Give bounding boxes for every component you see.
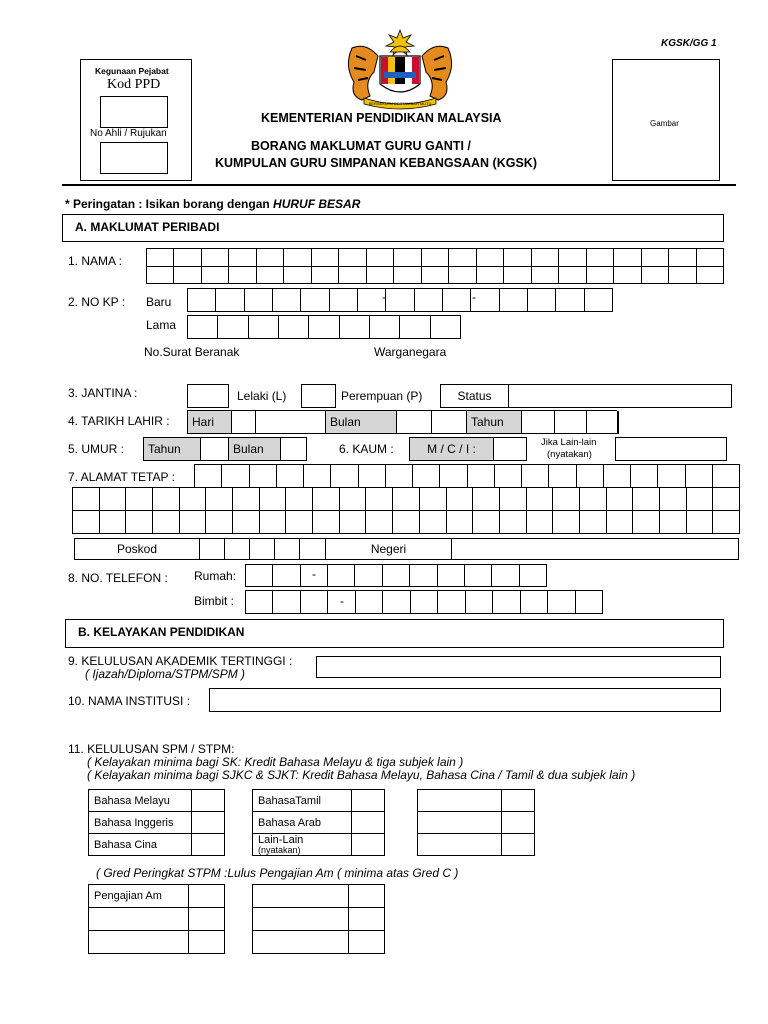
grade-cell[interactable]	[352, 790, 385, 812]
umur-tahun-label: Tahun	[144, 438, 201, 461]
institusi-label: 10. NAMA INSTITUSI :	[68, 694, 191, 708]
grade-cell[interactable]	[349, 931, 385, 954]
bimbit-field[interactable]	[245, 590, 603, 614]
subject-cell[interactable]	[253, 908, 349, 931]
pengajian-am-label: Pengajian Am	[89, 885, 189, 908]
tahun-label: Tahun	[467, 411, 522, 434]
grade-cell[interactable]	[349, 908, 385, 931]
section-b-header	[65, 619, 724, 648]
warning-text	[65, 197, 360, 211]
poskod-label: Poskod	[75, 539, 200, 560]
table-row	[89, 885, 225, 908]
photo-box[interactable]	[612, 59, 720, 181]
subject-cell[interactable]	[418, 834, 502, 856]
nama-label: 1. NAMA :	[68, 254, 123, 268]
perempuan-label: Perempuan (P)	[341, 389, 423, 403]
subject-table-2[interactable]	[252, 789, 385, 856]
grade-cell[interactable]	[502, 790, 535, 812]
nokp-dash-1: -	[382, 290, 386, 304]
grade-cell[interactable]	[502, 834, 535, 856]
table-row	[253, 885, 385, 908]
grade-cell[interactable]	[349, 885, 385, 908]
no-ahli-label: No Ahli / Rujukan	[90, 128, 167, 139]
mci-label: M / C / I :	[410, 438, 494, 461]
crest-logo	[340, 26, 460, 110]
alamat-label: 7. ALAMAT TETAP :	[68, 470, 175, 484]
nokp-baru-label: Baru	[146, 295, 172, 309]
section-b-title: B. KELAYAKAN PENDIDIKAN	[78, 625, 245, 639]
kelulusan-sub-label: ( Ijazah/Diploma/STPM/SPM )	[85, 667, 246, 681]
alamat-row-1[interactable]	[194, 464, 740, 488]
subject-name: Bahasa Arab	[253, 812, 352, 834]
rumah-dash: -	[312, 567, 316, 581]
office-use-box	[80, 59, 192, 181]
rumah-label: Rumah:	[194, 569, 237, 583]
kaum-label: 6. KAUM :	[339, 442, 394, 456]
subject-name: Bahasa Cina	[89, 834, 192, 856]
nama-field[interactable]	[146, 248, 724, 284]
tarikh-lahir-label: 4. TARIKH LAHIR :	[68, 414, 170, 428]
stpm-note: ( Gred Peringkat STPM :Lulus Pengajian Am ( minima atas Gred C )	[96, 866, 459, 880]
umur-field[interactable]	[143, 437, 307, 461]
grade-cell[interactable]	[352, 834, 385, 856]
hari-label: Hari	[188, 411, 232, 434]
no-ahli-field[interactable]	[100, 142, 168, 174]
subject-cell[interactable]	[89, 931, 189, 954]
section-a-header	[62, 214, 724, 242]
warning-prefix: * Peringatan : Isikan borang dengan	[65, 197, 274, 211]
grade-cell[interactable]	[189, 931, 225, 954]
subject-cell[interactable]	[253, 885, 349, 908]
bimbit-dash: -	[340, 594, 344, 608]
form-title-line1: BORANG MAKLUMAT GURU GANTI /	[251, 139, 471, 153]
stpm-table-1[interactable]	[88, 884, 225, 954]
negeri-label: Negeri	[326, 539, 452, 560]
grade-cell[interactable]	[192, 834, 225, 856]
subject-cell[interactable]	[89, 908, 189, 931]
perempuan-checkbox[interactable]	[301, 384, 336, 408]
form-title-line2: KUMPULAN GURU SIMPANAN KEBANGSAAN (KGSK)	[215, 156, 537, 170]
lelaki-checkbox[interactable]	[187, 384, 229, 408]
nokp-dash-2: -	[472, 290, 476, 304]
subject-name-lain	[253, 834, 352, 856]
subject-cell[interactable]	[253, 931, 349, 954]
table-row	[418, 812, 535, 834]
jantina-label: 3. JANTINA :	[68, 386, 138, 400]
table-row	[89, 908, 225, 931]
subject-cell[interactable]	[418, 790, 502, 812]
table-row	[253, 812, 385, 834]
nokp-label: 2. NO KP :	[68, 295, 126, 309]
lain-lain-label: Jika Lain-lain	[541, 437, 597, 448]
spm-label: 11. KELULUSAN SPM / STPM:	[68, 742, 235, 756]
surat-beranak-label: No.Surat Beranak	[144, 345, 240, 359]
grade-cell[interactable]	[352, 812, 385, 834]
section-a-title: A. MAKLUMAT PERIBADI	[75, 220, 220, 234]
tarikh-lahir-field[interactable]	[187, 410, 617, 434]
office-use-label: Kegunaan Pejabat	[95, 66, 169, 76]
subject-table-1[interactable]	[88, 789, 225, 856]
subject-cell[interactable]	[418, 812, 502, 834]
ministry-name: KEMENTERIAN PENDIDIKAN MALAYSIA	[261, 111, 502, 125]
bulan-label: Bulan	[326, 411, 397, 434]
kaum-lain-field[interactable]	[615, 437, 727, 461]
table-row	[418, 790, 535, 812]
rumah-field[interactable]	[245, 564, 547, 587]
alamat-rows-2-3[interactable]	[72, 487, 740, 534]
nyatakan-label: (nyatakan)	[547, 449, 592, 460]
photo-label: Gambar	[650, 119, 679, 128]
table-row	[253, 790, 385, 812]
header-divider	[62, 184, 736, 186]
table-row	[89, 931, 225, 954]
kod-ppd-field[interactable]	[100, 96, 168, 128]
grade-cell[interactable]	[189, 908, 225, 931]
nokp-lama-label: Lama	[146, 318, 177, 332]
nyatakan-subject: (nyatakan)	[258, 844, 301, 855]
lelaki-label: Lelaki (L)	[237, 389, 287, 403]
poskod-negeri-field[interactable]	[74, 538, 739, 560]
table-row	[89, 834, 225, 856]
stpm-table-2[interactable]	[252, 884, 385, 954]
crest-motto: BERSEKUTU BERTAMBAH MUTU	[368, 101, 432, 106]
nokp-lama-field[interactable]	[187, 315, 461, 339]
umur-bulan-label: Bulan	[229, 438, 281, 461]
spm-note-2: ( Kelayakan minima bagi SJKC & SJKT: Kredit Bahasa Melayu, Bahasa Cina / Tamil & dua subjek lain )	[87, 768, 636, 782]
subject-table-3[interactable]	[417, 789, 535, 856]
table-row	[253, 834, 385, 856]
grade-cell[interactable]	[189, 885, 225, 908]
grade-cell[interactable]	[502, 812, 535, 834]
table-row	[89, 812, 225, 834]
kod-ppd-label: Kod PPD	[107, 77, 161, 92]
kelulusan-label: 9. KELULUSAN AKADEMIK TERTINGGI :	[68, 654, 293, 668]
telefon-label: 8. NO. TELEFON :	[68, 571, 168, 585]
table-row	[253, 908, 385, 931]
bimbit-label: Bimbit :	[194, 594, 235, 608]
status-field[interactable]	[440, 384, 732, 408]
warganegara-label: Warganegara	[374, 345, 447, 359]
table-row	[418, 834, 535, 856]
subject-name: BahasaTamil	[253, 790, 352, 812]
subject-name: Bahasa Melayu	[89, 790, 192, 812]
status-label: Status	[441, 385, 509, 408]
umur-label: 5. UMUR :	[68, 442, 125, 456]
form-code: KGSK/GG 1	[661, 38, 717, 49]
nokp-baru-field[interactable]	[187, 288, 613, 312]
lain-lain-subject: Lain-Lain	[258, 833, 304, 846]
grade-cell[interactable]	[192, 812, 225, 834]
kelulusan-field[interactable]	[316, 656, 721, 678]
spm-note-1: ( Kelayakan minima bagi SK: Kredit Bahasa Melayu & tiga subjek lain )	[87, 755, 464, 769]
table-row	[253, 931, 385, 954]
grade-cell[interactable]	[192, 790, 225, 812]
warning-emphasis: HURUF BESAR	[273, 197, 361, 211]
table-row	[89, 790, 225, 812]
subject-name: Bahasa Inggeris	[89, 812, 192, 834]
institusi-field[interactable]	[209, 688, 721, 712]
kaum-field[interactable]	[409, 437, 527, 461]
